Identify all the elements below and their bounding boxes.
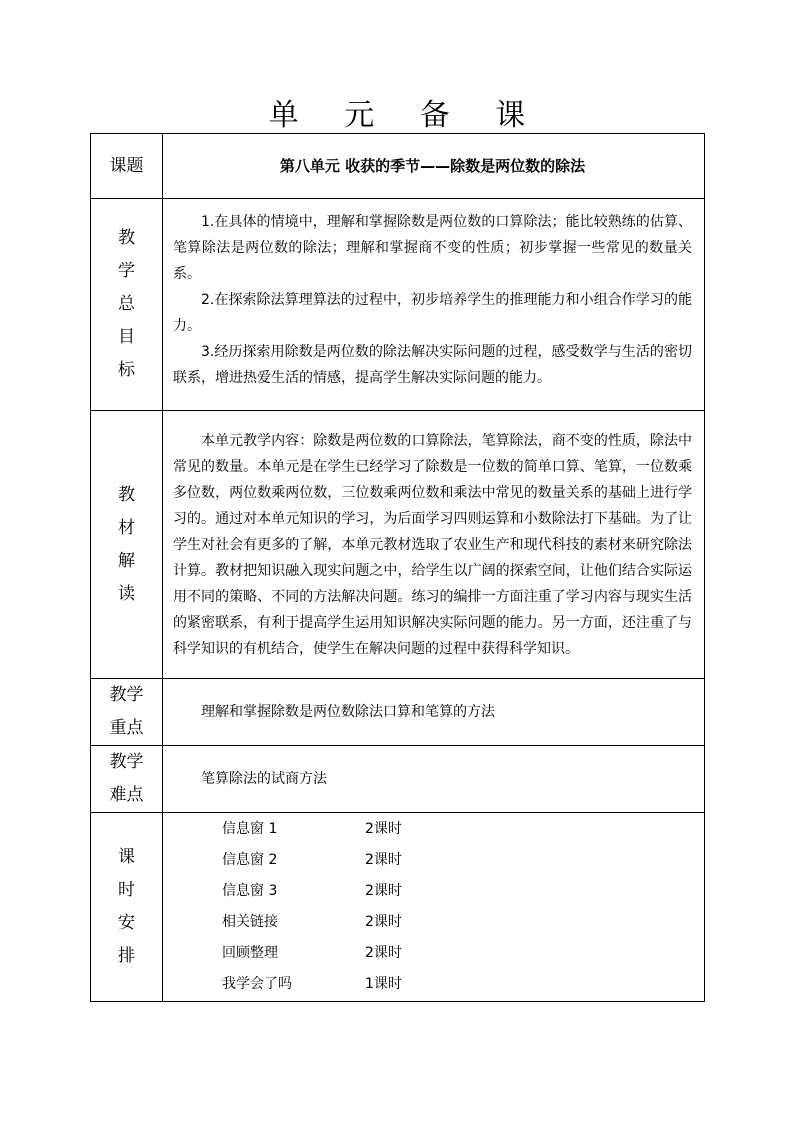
goals-row [91,199,705,411]
keypoints-label-line: 重点 [109,718,144,738]
schedule-item-name: 信息窗 3 [222,883,278,899]
topic-cell [163,134,705,199]
schedule-label-char: 排 [118,946,135,966]
goals-label [91,199,163,411]
goals-cell [163,199,705,411]
schedule-label-char: 安 [118,913,135,933]
difficulties-row [91,746,705,813]
schedule-label-char: 课 [118,847,135,867]
schedule-item-name: 信息窗 2 [222,852,278,868]
schedule-item [163,845,704,876]
schedule-item-name: 信息窗 1 [222,821,278,837]
lesson-plan-table [90,133,705,1002]
difficulties-text: 笔算除法的试商方法 [201,771,327,787]
schedule-cell [163,813,705,1002]
material-label-char: 读 [118,583,135,604]
keypoints-text: 理解和掌握除数是两位数除法口算和笔算的方法 [201,704,495,720]
schedule-item-name: 我学会了吗 [222,976,292,992]
goal-paragraph: 3.经历探索用除数是两位数的除法解决实际问题的过程，感受数学与生活的密切联系，增进热爱生活的情感，提高学生解决实际问题的能力。 [173,344,692,386]
keypoints-cell [163,679,705,746]
schedule-item-hours: 2课时 [365,914,402,930]
goal-paragraph: 1.在具体的情境中，理解和掌握除数是两位数的口算除法；能比较熟练的估算、笔算除法是两位数的除法；理解和掌握商不变的性质；初步掌握一些常见的数量关系。 [173,214,692,282]
schedule-item-hours: 2课时 [365,852,402,868]
goals-label-char: 学 [118,261,135,281]
goals-label-char: 教 [118,228,135,248]
schedule-item-hours: 2课时 [365,945,402,961]
schedule-item [163,907,704,938]
topic-row [91,134,705,199]
material-cell [163,411,705,679]
difficulties-label [91,746,163,813]
material-label-char: 材 [118,517,135,538]
goal-paragraph: 2.在探索除法算理算法的过程中，初步培养学生的推理能力和小组合作学习的能力。 [173,292,692,334]
material-row [91,411,705,679]
material-label [91,411,163,679]
goals-label-char: 总 [118,294,135,314]
topic-text: 第八单元 收获的季节——除数是两位数的除法 [279,157,586,175]
schedule-item [163,938,704,969]
material-label-char: 教 [118,484,135,505]
schedule-item [163,876,704,907]
keypoints-label [91,679,163,746]
schedule-label-char: 时 [118,880,135,900]
material-paragraph: 本单元教学内容：除数是两位数的口算除法，笔算除法，商不变的性质，除法中常见的数量。本单元是在学生已经学习了除数是一位数的简单口算、笔算，一位数乘多位数，两位数乘两位数，三位数乘两位数和乘法中常见的数量关系的基础上进行学习的。通过对本单元知识的学习，为后面学习四则运算和小数除法打下基础。为了让学生对社会有更多的了解，本单元教材选取了农业生产和现代科技的素材来研究除法计算。教材把知识融入现实问题之中，给学生以广阔的探索空间，让他们结合实际运用不同的策略、不同的方法解决问题。练习的编排一方面注重了学习内容与现实生活的紧密联系，有利于提高学生运用知识解决实际问题的能力。另一方面，还注重了与科学知识的有机结合，使学生在解决问题的过程中获得科学知识。 [173,432,692,657]
keypoints-label-line: 教学 [109,685,144,705]
schedule-item [163,969,704,1000]
goals-label-char: 目 [118,327,135,347]
schedule-label [91,813,163,1002]
schedule-item-hours: 2课时 [365,821,402,837]
material-label-char: 解 [118,550,135,571]
schedule-item-name: 相关链接 [222,914,278,930]
difficulties-label-line: 难点 [109,785,144,805]
difficulties-label-line: 教学 [109,752,144,772]
schedule-item [163,814,704,845]
document-title: 单 元 备 课 [268,98,544,133]
difficulties-cell [163,746,705,813]
topic-label: 课题 [91,134,163,199]
schedule-item-hours: 1课时 [365,976,402,992]
schedule-item-hours: 2课时 [365,883,402,899]
goals-label-char: 标 [118,360,135,380]
schedule-item-name: 回顾整理 [222,945,278,961]
keypoints-row [91,679,705,746]
schedule-row [91,813,705,1002]
